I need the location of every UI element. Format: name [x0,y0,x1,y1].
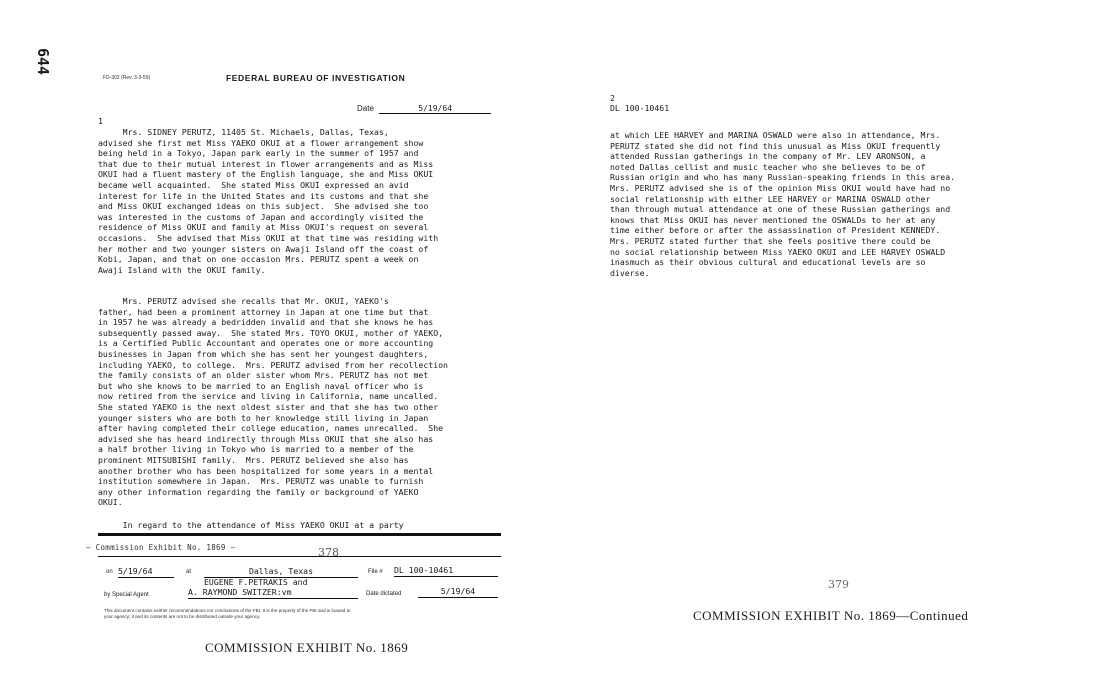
footer-disclaimer [104,608,350,620]
text-line: time either before or after the assassination of President KENNEDY. [610,225,941,236]
on-label: on [106,569,113,575]
text-line: in 1957 he was already a bedridden invalid and that she knows he has [98,317,434,328]
handwritten-page-left: 378 [318,546,339,559]
commission-strip-text: Commission Exhibit No. 1869 [95,543,226,552]
text-line: is a Certified Public Accountant and operates one or more accounting [98,338,434,349]
text-line: Mrs. SIDNEY PERUTZ, 11405 St. Michaels, Dallas, Texas, [98,127,389,137]
text-line: became well acquainted. She stated Miss OKUI expressed an avid [98,179,409,190]
date-row [357,104,491,114]
text-line: now retired from the service and living in California, name uncalled. [98,391,439,402]
strip-rule-top [98,533,501,536]
text-line: advised she has heard indirectly through Miss OKUI that she also has [98,433,434,444]
text-line: a half brother living in Tokyo who is married to a member of the [98,444,414,455]
text-line: another brother who has been hospitalized for some years in a mental [98,465,434,476]
text-line: advised she first met Miss YAEKO OKUI at a flower arrangement show [98,137,424,148]
commission-strip: — Commission Exhibit No. 1869 — [86,543,236,552]
date-dictated-label: Date dictated [366,591,402,597]
footer-line-2: your agency; it and its contents are not to be distributed outside your agency. [104,614,261,619]
text-line: diverse. [610,267,650,278]
text-line: noted Dallas cellist and music teacher who she believes to be of [610,161,926,172]
text-line: inasmuch as their obvious cultural and educational levels are so [610,257,926,268]
text-line: knows that Miss OKUI has never mentioned the OSWALDs to her at any [610,214,936,225]
text-line: residence of Miss OKUI and family at Miss OKUI's request on several [98,222,429,233]
file-number-right: DL 100-10461 [610,103,670,113]
text-line: including YAEKO, to college. Mrs. PERUTZ advised from her recollection [98,359,448,370]
text-line: prominent MITSUBISHI family. Mrs. PERUTZ believed she also has [98,454,409,465]
at-label: at [186,569,192,575]
file-number-left: DL 100-10461 [394,565,498,577]
text-line: Kobi, Japan, and that on one occasion Mrs. PERUTZ spent a week on [98,254,419,265]
on-date: 5/19/64 [118,566,174,578]
form-code: FD-302 (Rev. 3-3-59) [103,75,151,81]
text-line: Russian origin and who has many Russian-speaking friends in this area. [610,172,956,183]
text-line: interest for life in the United States and its customs and that she [98,190,429,201]
text-line: occasions. She advised that Miss OKUI at that time was residing with [98,232,439,243]
text-line: no social relationship between Miss YAEKO OKUI and LEE HARVEY OSWALD [610,246,946,257]
text-line: Mrs. PERUTZ advised she is of the opinion Miss OKUI would have had no [610,182,951,193]
text-line: PERUTZ stated she did not find this unusual as Miss OKUI frequently [610,140,941,151]
left-page-number: 1 [98,116,103,126]
text-line: any other information regarding the family or background of YAEKO [98,486,419,497]
right-paragraph [610,130,955,278]
text-line: younger sisters who are both to her knowledge still living in Japan [98,412,429,423]
text-line: OKUI. [98,497,123,508]
date-value: 5/19/64 [418,104,452,113]
date-dictated-value: 5/19/64 [418,586,498,598]
text-line: that due to their mutual interest in flower arrangements and as Miss [98,158,434,169]
special-agent-label: by Special Agent [104,592,149,598]
text-line: She stated YAEKO is the next oldest sister and that she has two other [98,401,439,412]
caption-right: COMMISSION EXHIBIT No. 1869—Continued [693,608,969,623]
caption-left: COMMISSION EXHIBIT No. 1869 [205,640,409,655]
left-paragraph-1 [98,127,438,275]
text-line: but who she knows to be married to an English naval officer who is [98,380,424,391]
text-line: being held in a Tokyo, Japan park early in the summer of 1957 and [98,148,419,159]
text-line: at which LEE HARVEY and MARINA OSWALD were also in attendance, Mrs. [610,130,941,140]
side-page-number: 644 [34,48,52,76]
file-label: File # [368,569,383,575]
text-line: her mother and two younger sisters on Awaji Island off the coast of [98,243,429,254]
text-line: after having completed their college education, names unrecalled. She [98,423,444,434]
text-line: attended Russian gatherings in the company of Mr. LEV ARONSON, a [610,151,926,162]
text-line: OKUI had a fluent mastery of the English language, she and Miss OKUI [98,169,434,180]
text-line: Awaji Island with the OKUI family. [98,264,266,275]
text-line: than through mutual attendance at one of these Russian gatherings and [610,204,951,215]
footer-line-1: This document contains neither recommendations nor conclusions of the FBI. It is the property of the FBI and is loaned to [104,608,351,613]
left-paragraph-3: In regard to the attendance of Miss YAEKO OKUI at a party [98,520,404,530]
bureau-title: FEDERAL BUREAU OF INVESTIGATION [226,73,406,83]
text-line: was interested in the customs of Japan and accordingly visited the [98,211,424,222]
right-page-number: 2 [610,93,615,103]
text-line: Mrs. PERUTZ stated further that she feels positive there could be [610,235,931,246]
text-line: father, had been a prominent attorney in Japan at one time but that [98,306,429,317]
left-paragraph-2 [98,296,448,508]
strip-rule-bottom [98,556,501,557]
text-line: social relationship with either LEE HARVEY or MARINA OSWALD other [610,193,931,204]
agents-line-2: A. RAYMOND SWITZER:vm [188,587,358,599]
text-line: the family consists of an older sister whom Mrs. PERUTZ has not met [98,370,429,381]
text-line: and Miss OKUI exchanged ideas on this subject. She advised she too [98,201,429,212]
text-line: subsequently passed away. She stated Mrs. TOYO OKUI, mother of YAEKO, [98,327,444,338]
text-line: institution somewhere in Japan. Mrs. PERUTZ was unable to furnish [98,476,424,487]
text-line: businesses in Japan from which she has sent her youngest daughters, [98,348,429,359]
at-place: Dallas, Texas [204,566,358,578]
text-line: Mrs. PERUTZ advised she recalls that Mr. OKUI, YAEKO's [98,296,389,306]
handwritten-page-right: 379 [828,578,849,591]
agents-line-1: EUGENE F.PETRAKIS and [204,577,308,587]
date-label: Date [357,104,374,113]
